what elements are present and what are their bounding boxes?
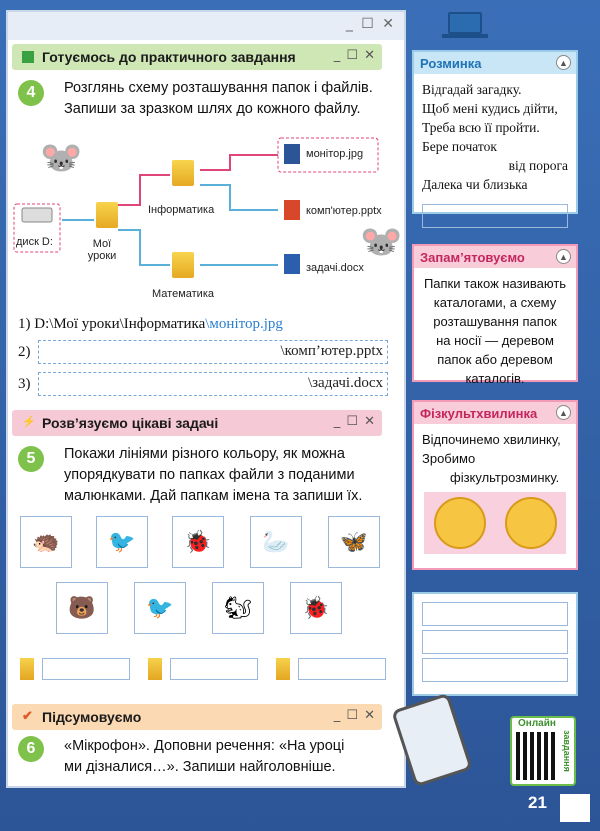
panel-exercise-body	[414, 424, 576, 493]
section-controls[interactable]: _ ☐ ✕	[333, 708, 376, 723]
notes-input-1[interactable]	[422, 602, 568, 626]
remember-line1: Папки також називають	[423, 276, 567, 291]
online-label: Онлайн	[518, 718, 556, 729]
task5-line2: упорядкувати по папках файли з поданими	[64, 467, 355, 483]
folder-icon-informatics	[172, 160, 194, 186]
section-prepare-practical	[12, 44, 382, 70]
label-disk: диск D:	[16, 236, 53, 248]
online-side-label: завдання	[561, 730, 572, 772]
section-square-icon	[22, 51, 34, 63]
section-controls[interactable]: _ ☐ ✕	[333, 48, 376, 63]
connector-informatics-monitor	[200, 155, 278, 170]
notes-input-3[interactable]	[422, 658, 568, 682]
task5-line3: малюнками. Дай папкам імена та запиши їх.	[64, 488, 363, 504]
folder-name-input-2[interactable]	[170, 658, 258, 680]
lightning-icon: ⚡	[22, 416, 36, 428]
panel-notes	[412, 592, 578, 696]
online-qr-block[interactable]	[510, 716, 576, 786]
task4-line1: Розглянь схему розташування папок і файлів.	[64, 80, 373, 96]
panel-remember-body	[414, 268, 576, 394]
label-root-line2: уроки	[87, 250, 117, 262]
picture-goose: 🦢	[250, 516, 302, 568]
folder-name-input-1[interactable]	[42, 658, 130, 680]
path1-prefix: D:\Мої уроки\Інформатика	[34, 316, 206, 332]
folder-icon-2	[148, 658, 162, 680]
path2-suffix: \комп’ютер.pptx	[280, 343, 383, 359]
path2-input[interactable]	[38, 340, 388, 364]
folder-icon-1	[20, 658, 34, 680]
folder-name-input-3[interactable]	[298, 658, 386, 680]
remember-line5: папок або деревом	[437, 352, 553, 367]
connector-root-math	[118, 230, 170, 265]
picture-bugs: 🐞	[290, 582, 342, 634]
exercise-line3: фізкультрозминку.	[450, 470, 560, 485]
folder-icon-3	[276, 658, 290, 680]
task5-text	[64, 444, 404, 507]
path1-suffix: \монітор.jpg	[205, 316, 283, 332]
check-icon: ✔	[22, 708, 33, 723]
qr-code-icon	[516, 732, 556, 780]
task-number-5: 5	[18, 446, 44, 472]
label-root-line1: Мої	[92, 238, 112, 250]
remember-line3: розташування папок	[433, 314, 557, 329]
label-root-folder	[86, 238, 118, 262]
page-corner-square	[560, 794, 590, 822]
task-number-6: 6	[18, 736, 44, 762]
path3-number: 3)	[18, 376, 31, 392]
task-number-4: 4	[18, 80, 44, 106]
exercise-line1: Відпочинемо хвилинку,	[422, 432, 561, 447]
path1-number: 1)	[18, 316, 31, 332]
ball-character-left	[434, 497, 486, 549]
panel-remember	[412, 244, 578, 386]
label-file-monitor: монітор.jpg	[306, 148, 364, 160]
remember-line4: на носії — деревом	[436, 333, 554, 348]
path3-suffix: \задачі.docx	[307, 375, 383, 391]
folder-icon-root	[96, 202, 118, 228]
connector-root-informatics	[118, 175, 170, 205]
task6-line1: «Мікрофон». Доповни речення: «На уроці	[64, 738, 345, 754]
section-title: Розв’язуємо цікаві задачі	[42, 415, 219, 431]
panel-remember-title: Запам’ятовуємо	[420, 249, 525, 265]
label-file-tasks: задачі.docx	[306, 262, 364, 274]
riddle-line6: Далека чи близька	[422, 177, 528, 192]
picture-bird: 🐦	[134, 582, 186, 634]
folder-icon-math	[172, 252, 194, 278]
panel-exercise-header	[414, 402, 576, 424]
label-informatics: Інформатика	[148, 204, 215, 216]
riddle-line5: від порога	[508, 158, 568, 173]
panel-warmup	[412, 50, 578, 214]
task6-line2: ми дізналися…». Запиши найголовніше.	[64, 759, 336, 775]
ball-character-right	[505, 497, 557, 549]
label-file-computer: комп'ютер.pptx	[306, 205, 382, 217]
section-solve-tasks	[12, 410, 382, 436]
collapse-icon[interactable]: ▲	[556, 405, 571, 420]
panel-warmup-title: Розминка	[420, 55, 482, 71]
riddle-answer-input[interactable]	[422, 204, 568, 228]
panel-warmup-header	[414, 52, 576, 74]
image-file-icon	[284, 144, 300, 164]
section-title: Готуємось до практичного завдання	[42, 49, 296, 65]
exercise-picture	[424, 492, 566, 554]
docx-file-icon	[284, 254, 300, 274]
collapse-icon[interactable]: ▲	[556, 249, 571, 264]
page-number: 21	[528, 793, 547, 812]
exercise-line2: Зробимо	[422, 451, 476, 466]
task5-line1: Покажи лініями різного кольору, як можна	[64, 446, 345, 462]
collapse-icon[interactable]: ▲	[556, 55, 571, 70]
task6-text	[64, 736, 364, 778]
pptx-file-icon	[284, 200, 300, 220]
remember-line2: каталогами, а схему	[433, 295, 557, 310]
remember-line6: каталогів.	[465, 371, 525, 386]
picture-hedgehog: 🦔	[20, 516, 72, 568]
picture-bear: 🐻	[56, 582, 108, 634]
disk-drive-icon	[22, 208, 52, 222]
main-titlebar	[8, 12, 404, 40]
riddle-line2: Щоб мені кудись дійти,	[422, 101, 558, 116]
path3-input[interactable]	[38, 372, 388, 396]
section-title: Підсумовуємо	[42, 709, 142, 725]
window-controls[interactable]: _ ☐ ✕	[345, 16, 396, 32]
task4-text	[64, 78, 404, 120]
panel-exercise	[412, 400, 578, 570]
picture-ladybugs: 🐞	[172, 516, 224, 568]
task4-line2: Запиши за зразком шлях до кожного файлу.	[64, 101, 361, 117]
panel-warmup-body	[414, 74, 576, 200]
picture-squirrel: 🐿	[212, 582, 264, 634]
path-row-1	[18, 316, 283, 333]
picture-birds: 🐦	[96, 516, 148, 568]
mouse-character-top: 🐭	[40, 139, 83, 177]
picture-butterflies: 🦋	[328, 516, 380, 568]
mouse-character-right: 🐭	[360, 223, 403, 261]
riddle-line1: Відгадай загадку.	[422, 82, 522, 97]
section-summary	[12, 704, 382, 730]
panel-remember-header	[414, 246, 576, 268]
laptop-base	[442, 34, 488, 38]
riddle-line4: Бере початок	[422, 139, 497, 154]
laptop-icon	[448, 12, 482, 34]
path2-number: 2)	[18, 344, 31, 360]
panel-exercise-title: Фізкультхвилинка	[420, 405, 538, 421]
label-math: Математика	[152, 288, 214, 300]
riddle-line3: Треба всю її пройти.	[422, 120, 540, 135]
notes-input-2[interactable]	[422, 630, 568, 654]
section-controls[interactable]: _ ☐ ✕	[333, 414, 376, 429]
